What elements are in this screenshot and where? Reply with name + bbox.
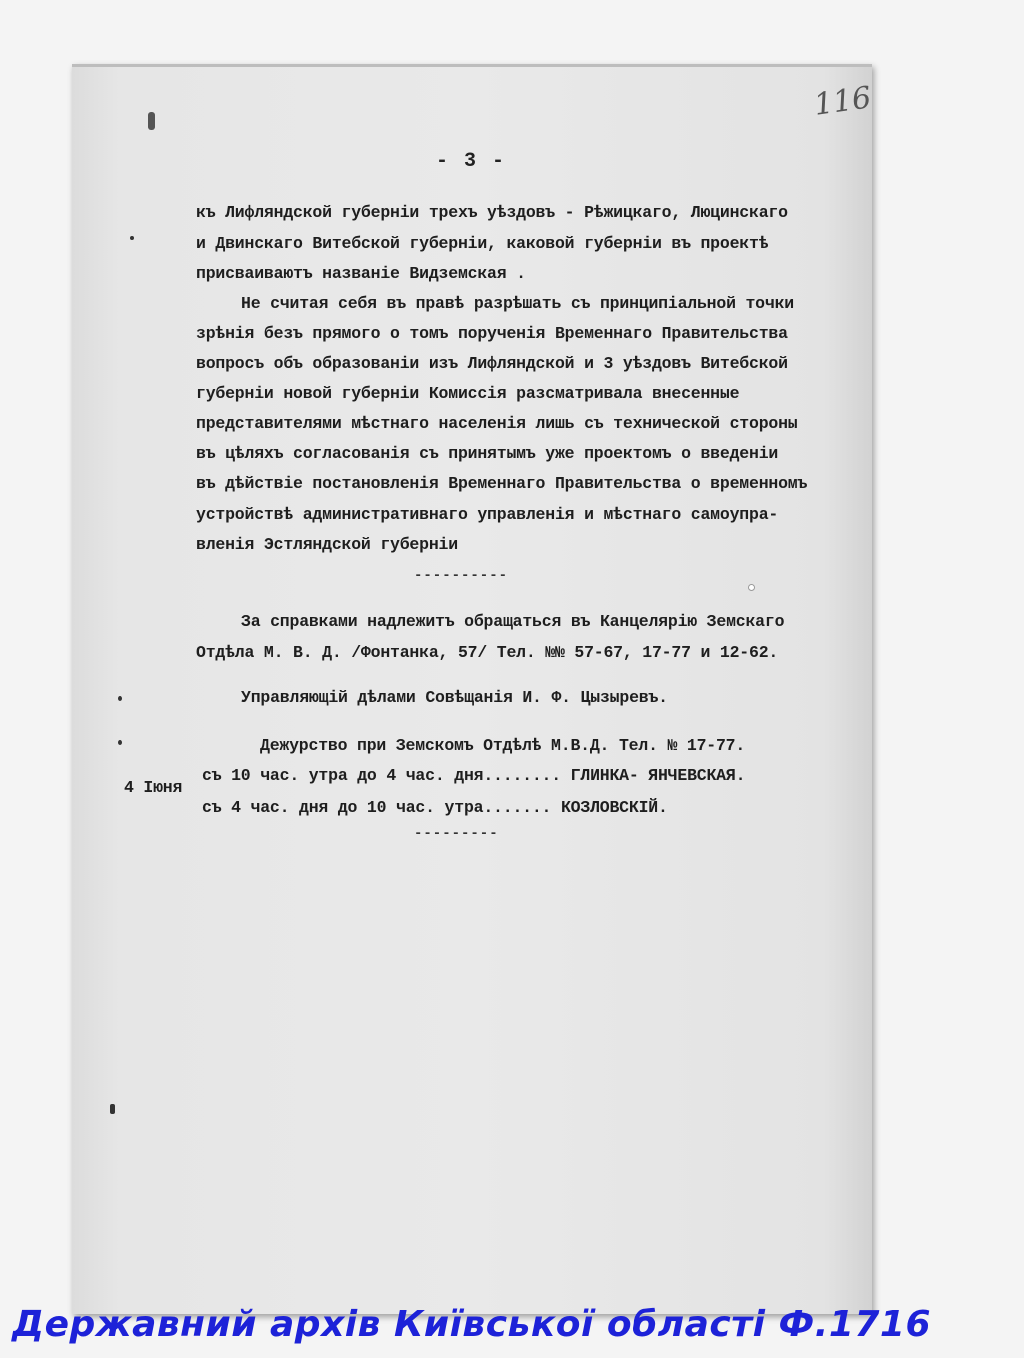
body-line: представителями мѣстнаго населенія лишь съ технической стороны xyxy=(196,414,798,433)
duty-shift: съ 4 час. дня до 10 час. утра....... КОЗЛОВСКІЙ. xyxy=(202,798,668,817)
body-line: въ дѣйствіе постановленія Временнаго Правительства о временномъ xyxy=(196,474,808,493)
duty-shift: съ 10 час. утра до 4 час. дня........ ГЛИНКА- ЯНЧЕВСКАЯ. xyxy=(202,766,746,785)
paper-speck xyxy=(118,740,122,745)
body-line: къ Лифляндской губерніи трехъ уѣздовъ - Рѣжицкаго, Люцинскаго xyxy=(196,203,788,222)
body-line: зрѣнія безъ прямого о томъ порученія Временнаго Правительства xyxy=(196,324,788,343)
duty-date: 4 Іюня xyxy=(124,778,183,797)
body-line: и Двинскаго Витебской губерніи, каковой губерніи въ проектѣ xyxy=(196,234,769,253)
paper-speck xyxy=(148,112,155,130)
body-line: вленія Эстляндской губерніи xyxy=(196,535,458,554)
body-line: устройствѣ административнаго управленія и мѣстнаго самоупра- xyxy=(196,505,779,524)
body-line: вопросъ объ образованіи изъ Лифляндской и 3 уѣздовъ Витебской xyxy=(196,354,788,373)
paper-hole xyxy=(748,584,755,591)
sheet-top-edge xyxy=(72,64,872,67)
manager-line: Управляющій дѣлами Совѣщанія И. Ф. Цызыревъ. xyxy=(241,688,668,707)
archive-caption: Державний архів Київської області Ф.1716 xyxy=(12,1304,932,1345)
paper-speck xyxy=(118,696,122,701)
body-line: въ цѣляхъ согласованія съ принятымъ уже проектомъ о введеніи xyxy=(196,444,779,463)
page-number: - 3 - xyxy=(436,150,507,173)
duty-header: Дежурство при Земскомъ Отдѣлѣ М.В.Д. Тел. № 17-77. xyxy=(260,736,746,755)
section-divider: --------- xyxy=(414,826,499,842)
body-line: губерніи новой губерніи Комиссія разсматривала внесенные xyxy=(196,384,740,403)
body-line: присваиваютъ названіе Видземская . xyxy=(196,264,526,283)
paper-speck xyxy=(110,1104,115,1114)
body-line: Не считая себя въ правѣ разрѣшать съ принципіальной точки xyxy=(241,294,794,313)
reference-line: За справками надлежитъ обращаться въ Канцелярію Земскаго xyxy=(241,612,785,631)
reference-line: Отдѣла М. В. Д. /Фонтанка, 57/ Тел. №№ 57-67, 17-77 и 12-62. xyxy=(196,643,779,662)
paper-speck xyxy=(130,236,134,240)
archive-folio-number: 116 xyxy=(811,80,874,123)
section-divider: ---------- xyxy=(414,568,509,584)
